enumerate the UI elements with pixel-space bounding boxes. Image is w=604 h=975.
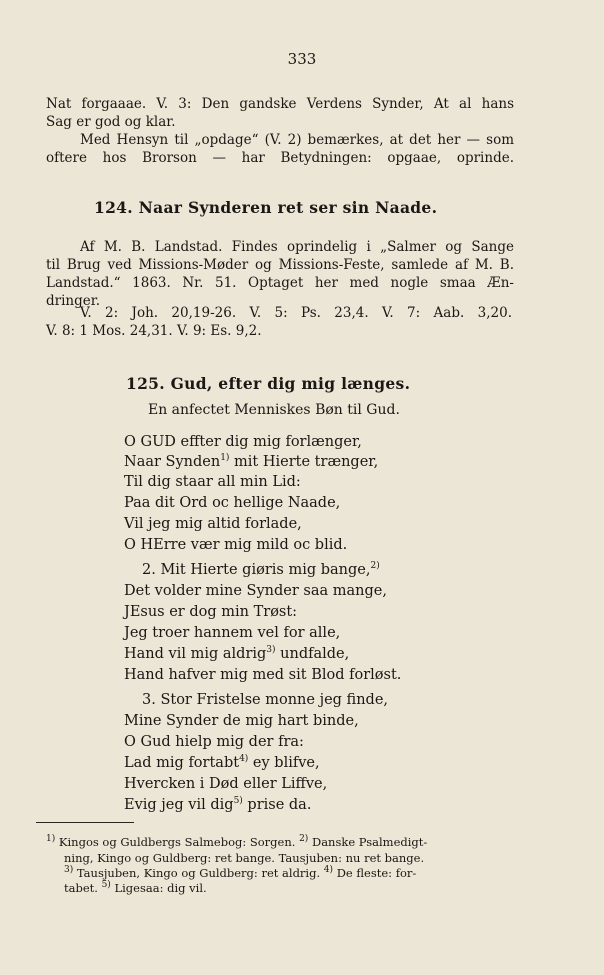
verse-line: O GUD effter dig mig forlænger, bbox=[124, 434, 362, 450]
hymn-124-line: Af M. B. Landstad. Findes oprindelig i „Salmer og Sange bbox=[80, 239, 514, 255]
footnote-line bbox=[64, 881, 207, 896]
verse-line: Vil jeg mig altid forlade, bbox=[124, 516, 302, 532]
footnote-text: tabet. bbox=[64, 881, 98, 895]
footnote-mark: 2) bbox=[370, 561, 380, 572]
verse-text: undfalde, bbox=[275, 646, 350, 662]
hymn-124-refs: V. 2: Joh. 20,19-26. V. 5: Ps. 23,4. V. 7: Aab. 3,20. bbox=[80, 305, 512, 321]
hymn-125-heading: 125. Gud, efter dig mig længes. bbox=[126, 374, 411, 393]
verse-text: Lad mig fortabt bbox=[124, 755, 240, 771]
footnote-mark: 2) bbox=[299, 834, 309, 845]
footnote-text: Ligesaa: dig vil. bbox=[114, 881, 207, 895]
verse-text: prise da. bbox=[242, 797, 312, 813]
intro-line: oftere hos Brorson — har Betydningen: opgaae, oprinde. bbox=[46, 150, 514, 166]
footnote-line bbox=[64, 866, 416, 881]
verse-line: Hand hafver mig med sit Blod forløst. bbox=[124, 667, 402, 683]
verse-line: O HErre vær mig mild oc blid. bbox=[124, 537, 348, 553]
verse-line bbox=[124, 644, 349, 664]
hymn-124-line: Landstad.“ 1863. Nr. 51. Optaget her med nogle smaa Æn- bbox=[46, 275, 514, 291]
footnote-mark: 4) bbox=[239, 754, 249, 765]
verse-line: Paa dit Ord oc hellige Naade, bbox=[124, 495, 341, 511]
footnote-text: De fleste: for- bbox=[336, 866, 417, 880]
hymn-124-line: dringer. bbox=[46, 293, 100, 309]
footnote-divider bbox=[36, 822, 134, 823]
page-number: 333 bbox=[287, 50, 317, 68]
verse-line bbox=[124, 452, 378, 472]
intro-line: Sag er god og klar. bbox=[46, 114, 176, 130]
footnote-mark: 4) bbox=[323, 865, 334, 876]
verse-text: mit Hierte trænger, bbox=[229, 454, 379, 470]
footnote-text: Tausjuben, Kingo og Guldberg: ret aldrig. bbox=[76, 866, 321, 880]
footnote-mark: 3) bbox=[64, 865, 74, 876]
verse-line bbox=[124, 795, 311, 815]
footnote-mark: 3) bbox=[266, 645, 276, 656]
footnote-mark: 1) bbox=[46, 834, 56, 845]
footnote-text: Kingos og Guldbergs Salmebog: Sorgen. bbox=[58, 835, 296, 849]
verse-line: O Gud hielp mig der fra: bbox=[124, 734, 304, 750]
footnote-line: ning, Kingo og Guldberg: ret bange. Tausjuben: nu ret bange. bbox=[64, 851, 425, 865]
verse-line: Det volder mine Synder saa mange, bbox=[124, 583, 387, 599]
hymn-125-subtitle: En anfectet Menniskes Bøn til Gud. bbox=[148, 402, 400, 418]
intro-line: Med Hensyn til „opdage“ (V. 2) bemærkes, at det her — som bbox=[80, 132, 514, 148]
footnote-line bbox=[46, 835, 427, 850]
footnote-mark: 5) bbox=[233, 796, 243, 807]
verse-line: Hvercken i Død eller Liffve, bbox=[124, 776, 328, 792]
hymn-124-refs: V. 8: 1 Mos. 24,31. V. 9: Es. 9,2. bbox=[46, 323, 262, 339]
verse-text: Hand vil mig aldrig bbox=[124, 646, 267, 662]
verse-text: ey blifve, bbox=[248, 755, 320, 771]
footnote-mark: 1) bbox=[220, 453, 230, 464]
footnote-text: Danske Psalmedigt- bbox=[311, 835, 428, 849]
verse-text: 2. Mit Hierte giøris mig bange, bbox=[142, 562, 371, 578]
verse-line bbox=[142, 560, 380, 580]
verse-text: Evig jeg vil dig bbox=[124, 797, 234, 813]
footnote-mark: 5) bbox=[101, 880, 111, 891]
verse-line bbox=[124, 753, 320, 773]
verse-line: Til dig staar all min Lid: bbox=[124, 474, 301, 490]
verse-line: 3. Stor Fristelse monne jeg finde, bbox=[142, 692, 389, 708]
intro-line: Nat forgaaae. V. 3: Den gandske Verdens Synder, At al hans bbox=[46, 96, 514, 112]
verse-line: JEsus er dog min Trøst: bbox=[124, 604, 298, 620]
hymn-124-line: til Brug ved Missions-Møder og Missions-Feste, samlede af M. B. bbox=[46, 257, 514, 273]
verse-line: Mine Synder de mig hart binde, bbox=[124, 713, 359, 729]
verse-text: Naar Synden bbox=[124, 454, 221, 470]
verse-line: Jeg troer hannem vel for alle, bbox=[124, 625, 341, 641]
hymn-124-heading: 124. Naar Synderen ret ser sin Naade. bbox=[94, 198, 438, 217]
